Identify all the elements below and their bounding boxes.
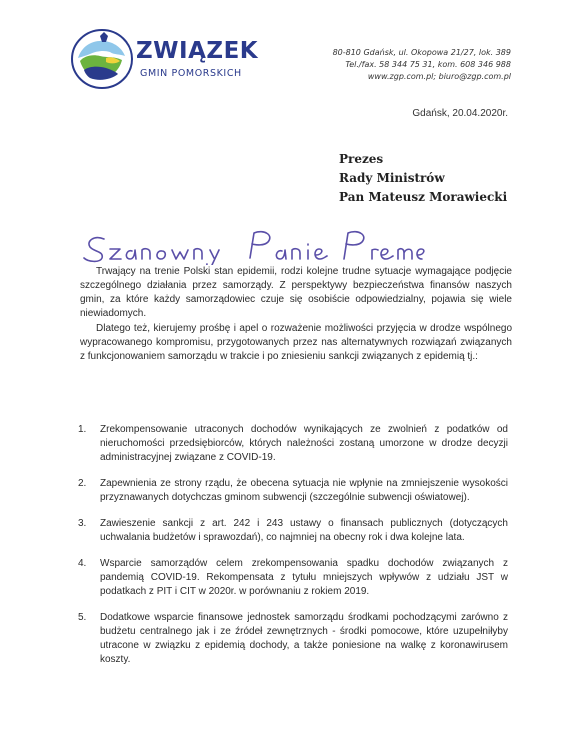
request-paragraph	[80, 322, 512, 364]
letter-date: Gdańsk, 20.04.2020r.	[412, 108, 508, 119]
pomerania-map-icon	[70, 28, 134, 90]
paragraph-text: Dlatego też, kierujemy prośbę i apel o rozważenie możliwości przyjęcia w drodze wspólnego wypracowanego kompromisu, przygotowanych przez nas alternatywnych rozwiązań związanych z funkcjonowaniem samorządu w trakcie i po zniesieniu sankcji związanych z epidemią tj.:	[80, 323, 512, 362]
list-item-text: Zrekompensowanie utraconych dochodów wynikających ze zwolnień z podatków od nieruchomości przedsiębiorców, których należności zostaną umorzone w drodze decyzji administracyjnej związane z COVID-19.	[100, 424, 508, 463]
list-item	[78, 477, 508, 505]
recipient-line: Pan Mateusz Morawiecki	[339, 190, 508, 204]
recipient-line: Prezes	[339, 152, 384, 166]
list-item-number: 4.	[78, 558, 87, 569]
association-subtitle: GMIN POMORSKICH	[140, 68, 242, 79]
list-item-text: Zapewnienia ze strony rządu, że obecena sytuacja nie wpłynie na zmniejszenie wysokości przyznawanych dotychczas gminom subwencji (szczególnie subwencji oświatowej).	[100, 478, 508, 503]
association-logo	[70, 28, 259, 90]
list-item	[78, 611, 508, 667]
web-line: www.zgp.com.pl; biuro@zgp.com.pl	[367, 72, 511, 81]
recipient-line: Rady Ministrów	[339, 171, 445, 185]
association-name: ZWIĄZEK	[136, 38, 259, 64]
address-line: 80-810 Gdańsk, ul. Okopowa 21/27, lok. 389	[332, 48, 511, 57]
list-item-number: 1.	[78, 424, 87, 435]
list-item-number: 3.	[78, 518, 87, 529]
list-item	[78, 423, 508, 465]
list-item-text: Zawieszenie sankcji z art. 242 i 243 ustawy o finansach publicznych (dotyczących uchwalania budżetów i sprawozdań), co najmniej na obecny rok i dwa kolejne lata.	[100, 518, 508, 543]
list-item-number: 5.	[78, 612, 87, 623]
list-item-text: Wsparcie samorządów celem zrekompensowania spadku dochodów związanych z pandemią COVID-19. Rekompensata z tytułu mniejszych wpływów z udziału JST w podatkach z PIT i CIT w 2020r. w porównaniu z rokiem 2019.	[100, 558, 508, 597]
paragraph-text: Trwający na trenie Polski stan epidemii, rodzi kolejne trudne sytuacje wymagające podjęcie szczególnego działania przez samorządy. Z perspektywy bezpieczeństwa finansów naszych gmin, za które każdy samorządowiec czuje się osobiście odpowiedzialny, pojawia się wiele niewiadomych.	[80, 266, 512, 319]
handwritten-salutation	[82, 225, 432, 270]
list-item-text: Dodatkowe wsparcie finansowe jednostek samorządu środkami pochodzącymi zarówno z budżetu centralnego jak i ze źródeł zewnętrznych - środki pomocowe, które uzupełniłyby utracone w związku z epidemią dochody, a także poniesione na walkę z koronawirusem koszty.	[100, 612, 508, 665]
contact-block	[333, 47, 511, 83]
list-item-number: 2.	[78, 478, 87, 489]
proposal-list	[78, 423, 508, 667]
phone-line: Tel./fax. 58 344 75 31, kom. 608 346 988	[345, 60, 511, 69]
handwritten-salutation-image	[82, 225, 432, 265]
list-item	[78, 557, 508, 599]
intro-paragraph	[80, 265, 512, 321]
list-item	[78, 517, 508, 545]
recipient-block	[339, 150, 507, 207]
